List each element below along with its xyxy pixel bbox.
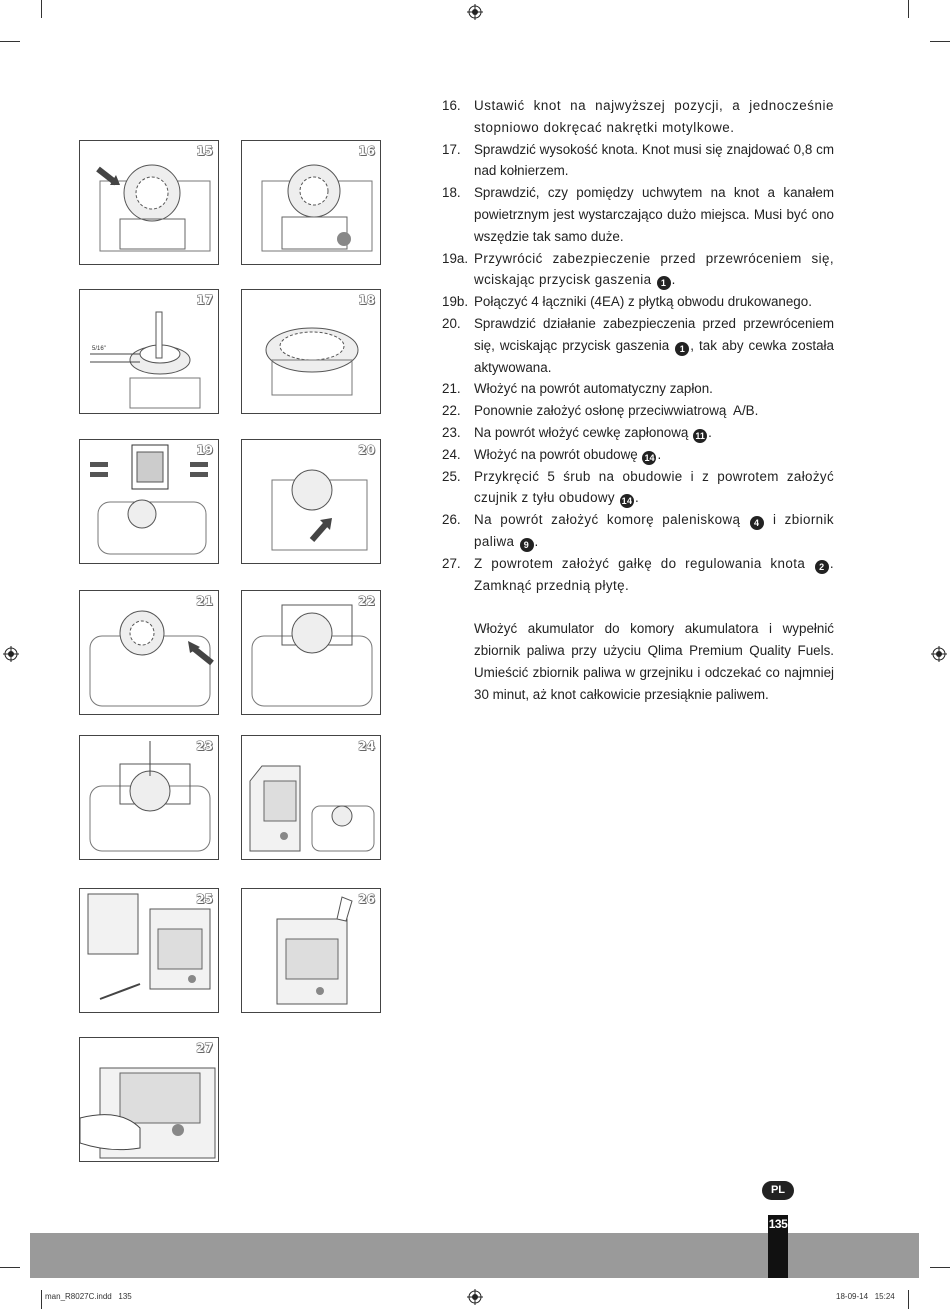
step-text [474, 553, 834, 597]
step-16 [442, 95, 834, 139]
figure-number: 25 [196, 892, 213, 906]
step-number: 21. [442, 381, 461, 397]
step-number: 26. [442, 512, 461, 528]
wind-shield-illustration [242, 591, 381, 715]
crop-mark [908, 1290, 909, 1309]
wick-knob-illustration [80, 1038, 219, 1162]
figure-number: 16 [358, 144, 375, 158]
step-text-suffix: , tak aby cewka została aktywowana. [474, 337, 834, 375]
figure-number: 20 [358, 443, 375, 457]
registration-mark-icon [931, 646, 947, 662]
step-text [474, 422, 834, 444]
step-text-suffix: i zbiornik paliwa [474, 512, 834, 549]
heater-assembled-illustration [242, 889, 381, 1013]
step-text [474, 139, 834, 183]
step-text-content: Połączyć 4 łączniki (4EA) z płytką obwodu drukowanego. [474, 294, 812, 310]
step-text [474, 444, 834, 466]
instruction-steps [442, 95, 834, 596]
step-19b [442, 291, 834, 313]
step-24 [442, 444, 834, 466]
step-number: 24. [442, 446, 461, 462]
step-20 [442, 313, 834, 378]
step-17 [442, 139, 834, 183]
step-text [474, 313, 834, 378]
burner-wick-illustration [80, 141, 219, 265]
figure-27 [79, 1037, 219, 1162]
figure-17 [79, 289, 219, 414]
figure-number: 18 [358, 293, 375, 307]
registration-mark-icon [467, 1289, 483, 1305]
step-text [474, 378, 834, 400]
step-25 [442, 466, 834, 510]
step-text-content: Na powrót włożyć cewkę zapłonową [474, 424, 689, 440]
step-text-content: Przykręcić 5 śrub na obudowie i z powrotem założyć czujnik z tyłu obudowy [474, 468, 834, 506]
step-text-suffix: . Zamknąć przednią płytę. [474, 555, 834, 593]
step-number: 18. [442, 185, 461, 201]
figure-24 [241, 735, 381, 860]
figure-number: 22 [358, 594, 375, 608]
registration-mark-icon [467, 4, 483, 20]
wick-height-annotation: 5/16" [92, 346, 106, 352]
step-number: 16. [442, 98, 461, 113]
extinguish-button-illustration [242, 440, 381, 564]
housing-screws-illustration [80, 889, 219, 1013]
step-text-suffix: . [708, 424, 712, 440]
step-number: 19a. [442, 250, 469, 266]
part-reference-badge: 11 [693, 429, 707, 443]
part-reference-badge: 14 [621, 496, 633, 507]
step-text [474, 291, 834, 313]
figure-19 [79, 439, 219, 564]
step-text [474, 400, 834, 422]
slug-filename: man_R8027C.indd 135 [45, 1292, 132, 1301]
step-number: 27. [442, 555, 461, 571]
step-text-content: Ponownie założyć osłonę przeciwwiatrową A/B. [474, 403, 759, 419]
figure-23 [79, 735, 219, 860]
figure-22 [241, 590, 381, 715]
crop-mark [0, 41, 20, 42]
step-number: 23. [442, 424, 461, 440]
step-text-suffix: . [671, 272, 676, 288]
part-reference-badge: 14 [644, 452, 655, 463]
figure-15 [79, 140, 219, 265]
heater-housing-illustration [242, 736, 381, 860]
step-number: 20. [442, 315, 461, 331]
figure-18 [241, 289, 381, 414]
wick-height-illustration [80, 290, 219, 414]
part-reference-badge: 1 [675, 342, 689, 356]
crop-mark [41, 0, 42, 18]
step-text [474, 95, 834, 139]
registration-mark-icon [3, 646, 19, 662]
step-text-suffix: . [657, 446, 662, 462]
step-text [474, 466, 834, 510]
step-text-content: Sprawdzić działanie zabezpieczenia przed przewróceniem się, wciskając przycisk gaszenia [474, 315, 834, 353]
step-number: 22. [442, 403, 461, 419]
crop-mark [930, 41, 950, 42]
figure-25 [79, 888, 219, 1013]
crop-mark [908, 0, 909, 18]
part-reference-badge: 2 [815, 560, 829, 574]
figure-number: 24 [358, 739, 375, 753]
step-text-content: Włożyć na powrót automatyczny zapłon. [474, 381, 713, 397]
figure-number: 15 [196, 144, 213, 158]
part-reference-badge: 4 [750, 516, 764, 530]
crop-mark [930, 1267, 950, 1268]
step-text-content: Sprawdzić, czy pomiędzy uchwytem na knot a kanałem powietrznym jest wystarczająco dużo miejsca. Musi być ono wszędzie tak samo duże. [474, 185, 834, 244]
figure-number: 17 [196, 293, 213, 307]
step-23 [442, 422, 834, 444]
figure-number: 23 [196, 739, 213, 753]
figure-number: 27 [196, 1041, 213, 1055]
step-19a [442, 248, 834, 292]
closing-paragraph: Włożyć akumulator do komory akumulatora i wypełnić zbiornik paliwa przy użyciu Qlima Premium Quality Fuels. Umieścić zbiornik paliwa w grzejniku i odczekać co najmniej 30 minut, aż knot całkowicie przesiąknie paliwem. [474, 621, 834, 702]
language-badge: PL [762, 1181, 794, 1200]
step-26 [442, 509, 834, 553]
figure-16 [241, 140, 381, 265]
slug-timestamp: 18-09-14 15:24 [836, 1292, 895, 1301]
figure-number: 21 [196, 594, 213, 608]
step-number: 17. [442, 141, 461, 157]
crop-mark [41, 1290, 42, 1309]
step-number: 25. [442, 468, 461, 484]
page-number: 135 [768, 1217, 788, 1231]
step-21 [442, 378, 834, 400]
wick-holder-illustration [242, 290, 381, 414]
step-text-content: Sprawdzić wysokość knota. Knot musi się znajdować 0,8 cm nad kołnierzem. [474, 141, 834, 179]
step-number: 19b. [442, 294, 469, 310]
step-18 [442, 182, 834, 247]
circuit-board-connectors-illustration [80, 440, 219, 564]
figure-20 [241, 439, 381, 564]
ignition-coil-illustration [80, 736, 219, 860]
figure-26 [241, 888, 381, 1013]
igniter-illustration [80, 591, 219, 715]
step-22 [442, 400, 834, 422]
part-reference-badge: 1 [657, 276, 671, 290]
crop-mark [0, 1267, 20, 1268]
step-text [474, 248, 834, 292]
step-27 [442, 553, 834, 597]
step-text-content: Na powrót założyć komorę paleniskową [474, 512, 741, 528]
figure-number: 26 [358, 892, 375, 906]
step-text [474, 182, 834, 247]
step-text-content: Włożyć na powrót obudowę [474, 446, 638, 462]
figure-21 [79, 590, 219, 715]
step-text-content: Z powrotem założyć gałkę do regulowania knota [474, 555, 806, 571]
part-reference-badge: 9 [520, 538, 534, 552]
step-text-content: Ustawić knot na najwyższej pozycji, a jednocześnie stopniowo dokręcać nakrętki motylkowe. [474, 98, 834, 135]
step-text [474, 509, 834, 553]
step-text-suffix: . [635, 490, 640, 506]
figure-number: 19 [196, 443, 213, 457]
burner-wick-illustration [242, 141, 381, 265]
step-text-content: Przywrócić zabezpieczenie przed przewróceniem się, wciskając przycisk gaszenia [474, 250, 834, 288]
step-text-suffix: . [534, 533, 539, 549]
